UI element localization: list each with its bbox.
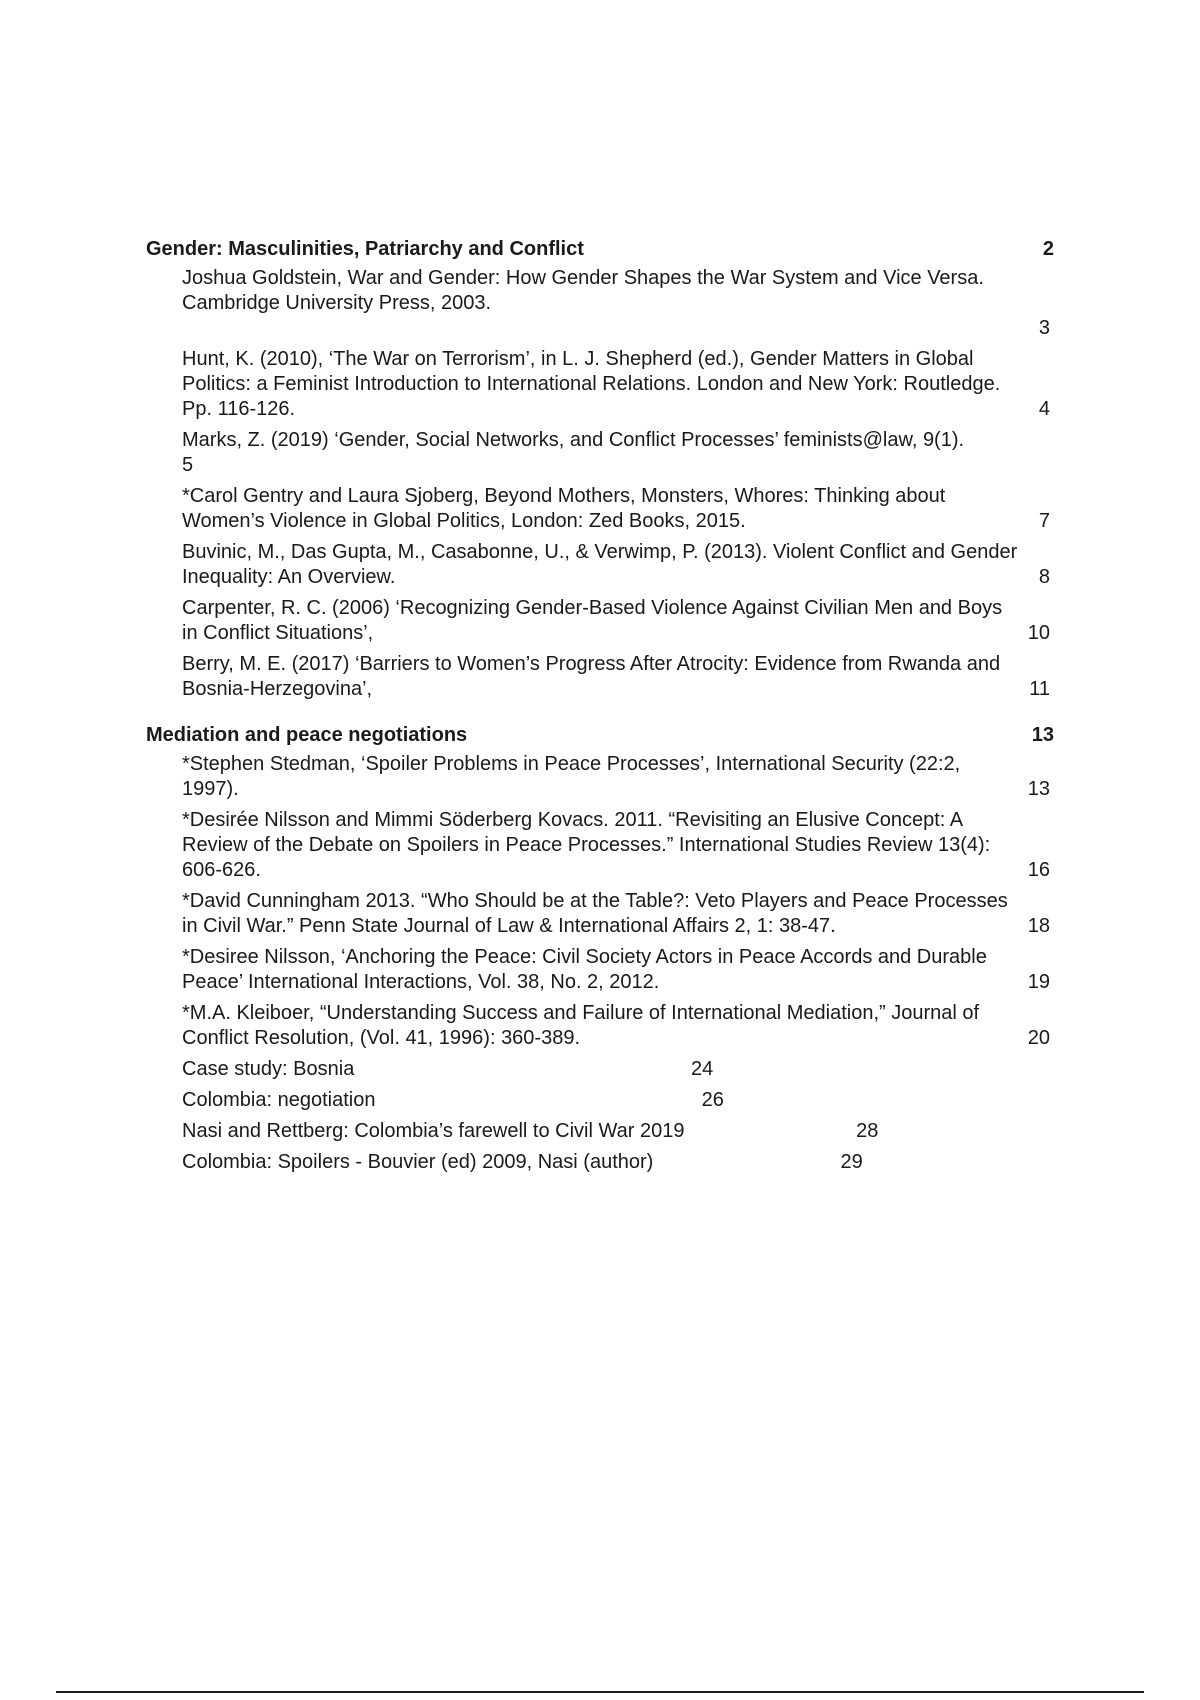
entry-page-number: 8 (1038, 566, 1050, 588)
entry-text: Joshua Goldstein, War and Gender: How Gender Shapes the War System and Vice Versa. Cambridge University Press, 2003. (182, 267, 984, 314)
entry-text: Marks, Z. (2019) ‘Gender, Social Networks, and Conflict Processes’ feminists@law, 9(1). (182, 429, 965, 451)
section-title: Gender: Masculinities, Patriarchy and Conflict (146, 238, 584, 260)
entry-page-number: 4 (1038, 398, 1050, 420)
toc-entry[interactable] (182, 540, 1054, 590)
toc-entry[interactable] (182, 428, 1054, 478)
toc-entry[interactable] (182, 266, 1054, 341)
toc-section-mediation (146, 722, 1054, 1175)
toc-entry[interactable] (182, 889, 1054, 939)
entry-page-number: 3 (1038, 317, 1050, 339)
toc-entry[interactable] (182, 347, 1054, 422)
entry-text: Hunt, K. (2010), ‘The War on Terrorism’, in L. J. Shepherd (ed.), Gender Matters in Global Politics: a Feminist Introduction to International Relations. London and New York: Routledge. Pp. 116-126. (182, 348, 1001, 420)
table-of-contents (146, 236, 1054, 1181)
entry-text: *M.A. Kleiboer, “Understanding Success and Failure of International Mediation,” Journal of Conflict Resolution, (Vol. 41, 1996): 360-389. (182, 1002, 980, 1049)
entry-page-number: 24 (691, 1058, 714, 1080)
entry-text: *Carol Gentry and Laura Sjoberg, Beyond Mothers, Monsters, Whores: Thinking about Women’s Violence in Global Politics, London: Zed Books, 2015. (182, 485, 946, 532)
toc-entry[interactable] (182, 652, 1054, 702)
entry-page-number: 26 (701, 1089, 724, 1111)
entry-text: *David Cunningham 2013. “Who Should be at the Table?: Veto Players and Peace Processes in Civil War.” Penn State Journal of Law & International Affairs 2, 1: 38-47. (182, 890, 1008, 937)
entry-text: Buvinic, M., Das Gupta, M., Casabonne, U., & Verwimp, P. (2013). Violent Conflict and Gender Inequality: An Overview. (182, 541, 1018, 588)
toc-entry[interactable] (182, 1088, 1054, 1113)
entry-page-number: 7 (1038, 510, 1050, 532)
entry-page-number: 11 (1029, 678, 1050, 700)
toc-entry[interactable] (182, 1057, 1054, 1082)
entry-list (146, 752, 1054, 1175)
entry-page-number: 29 (840, 1151, 863, 1173)
entry-list (146, 266, 1054, 702)
entry-text: Carpenter, R. C. (2006) ‘Recognizing Gender-Based Violence Against Civilian Men and Boys in Conflict Situations’, (182, 597, 1003, 644)
section-title: Mediation and peace negotiations (146, 724, 468, 746)
entry-text: Case study: Bosnia (182, 1058, 355, 1080)
section-heading[interactable] (146, 722, 1054, 748)
entry-page-number: 10 (1027, 622, 1050, 644)
toc-entry[interactable] (182, 752, 1054, 802)
entry-text: *Stephen Stedman, ‘Spoiler Problems in Peace Processes’, International Security (22:2, 1997). (182, 753, 961, 800)
toc-section-gender (146, 236, 1054, 702)
entry-page-number: 19 (1027, 971, 1050, 993)
entry-text: Colombia: negotiation (182, 1089, 376, 1111)
toc-entry[interactable] (182, 1119, 1054, 1144)
toc-entry[interactable] (182, 596, 1054, 646)
toc-entry[interactable] (182, 1001, 1054, 1051)
toc-entry[interactable] (182, 808, 1054, 883)
entry-page-number: 28 (856, 1120, 879, 1142)
toc-entry[interactable] (182, 945, 1054, 995)
entry-text: Colombia: Spoilers - Bouvier (ed) 2009, Nasi (author) (182, 1151, 654, 1173)
footer-divider (56, 1691, 1144, 1693)
entry-text: *Desirée Nilsson and Mimmi Söderberg Kovacs. 2011. “Revisiting an Elusive Concept: A Review of the Debate on Spoilers in Peace Processes.” International Studies Review 13(4): 606-626. (182, 809, 991, 881)
entry-page-number: 16 (1027, 859, 1050, 881)
toc-entry[interactable] (182, 1150, 1054, 1175)
entry-text: *Desiree Nilsson, ‘Anchoring the Peace: Civil Society Actors in Peace Accords and Durable Peace’ International Interactions, Vol. 38, No. 2, 2012. (182, 946, 987, 993)
entry-page-number: 18 (1027, 915, 1050, 937)
entry-page-number: 5 (182, 454, 194, 476)
entry-page-number: 13 (1027, 778, 1050, 800)
entry-text: Nasi and Rettberg: Colombia’s farewell to Civil War 2019 (182, 1120, 685, 1142)
toc-entry[interactable] (182, 484, 1054, 534)
section-page-number: 13 (1031, 724, 1054, 746)
entry-page-number: 20 (1027, 1027, 1050, 1049)
entry-text: Berry, M. E. (2017) ‘Barriers to Women’s Progress After Atrocity: Evidence from Rwanda and Bosnia-Herzegovina’, (182, 653, 1001, 700)
section-page-number: 2 (1042, 238, 1054, 260)
section-heading[interactable] (146, 236, 1054, 262)
